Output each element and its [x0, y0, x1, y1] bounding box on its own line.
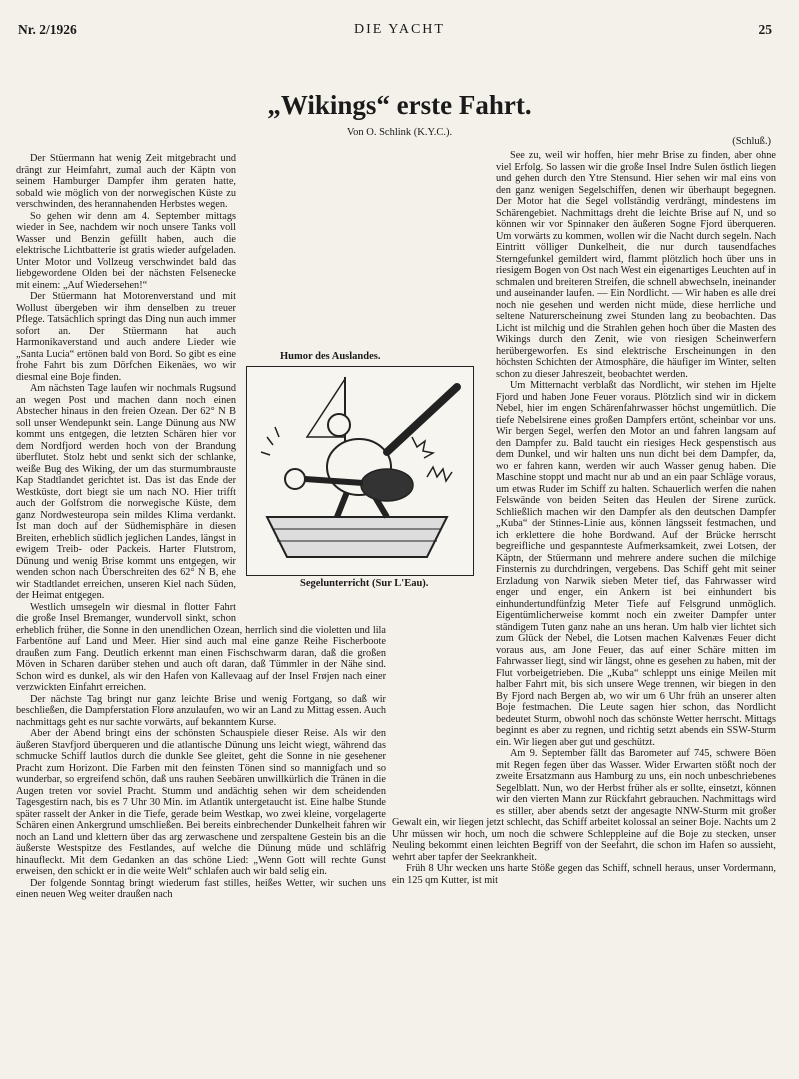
paragraph: Der Stüermann hat Motorenverstand und mit Wollust übergeben wir ihm denselben zu treuer Pflege. Tatsächlich springt das Ding nun auch immer sofort an. Der Stüermann hat auch Harmonikaverstand und auch andere Lieder wie „Santa Lucia“ ertönen bald von Bord. So gibt es eine frohe Fahrt bis zum Dörfchen Eikenäes, wo wir diesmal eine Boje finden.: [16, 291, 236, 383]
cartoon-illustration: [246, 366, 474, 576]
page-number: 25: [758, 22, 772, 37]
figure-caption: Segelunterricht (Sur L'Eau).: [300, 578, 429, 589]
paragraph: Um Mitternacht verblaßt das Nordlicht, wir stehen im Hjelte Fjord und haben Jone Feuer voraus. Plötzlich sind wir in dickem Nebel, hier im engen Schärenfahrwasser höchst ungemütlich. Die tiefe Nebelsirene eines großen Dampfers ertönt, scheinbar vor uns. Wir bergen Segel, werfen den Motor an und fahren langsam auf den Dampfer zu. Bald taucht ein riesiges Heck gespenstisch aus dem Dunkel, und wir halten uns nun dicht bei dem Dampfer, da, wo er fahren kann, werden wir auch Wasser genug haben. Die Maschine stoppt und macht nur ab und an ein paar Schläge voraus, um etwas Ruder im Schiff zu halten. Schauerlich werfen die nahen Felswände von beiden Seiten das Heulen der Sirene zurück. Schließlich machen wir den Dampfer als den deutschen Dampfer „Kuba“ der Stinnes-Linie aus, können längsseit festmachen, und ich erklettere die hohe Bordwand. Auf der Brücke herrscht begreifliche und gespannteste Aufmerksamkeit, zwei Lotsen, der Käptn, der Stüermann und mehrere andere suchen die milchige Finsternis zu durchdringen, vergebens. Das Schiff geht mit seiner Erzladung von Narwik sieben Meter tief, das Fahrwasser wird enger und enger, ein Ankern ist bei einhundert bis einhundertundfünfzig Meter Tiefe auf Felsgrund unmöglich. Eigentümlicherweise kommt noch ein zweiter Dampfer unter ständigem Tuten ganz nahe an uns heran. Um halb vier lichtet sich zum Glück der Nebel, die Lotsen machen Kalvenæs Feuer dicht voraus aus, am Jone Feuer, das auf einer Schäre mitten im Fahrwasser liegt, sind wir längst, ohne es gesehen zu haben, mit der Flut vorbeigetrieben. Die „Kuba“ schleppt uns einige Meilen mit halber Fahrt mit, bis sich unsere Wege trennen, wir biegen in den By Fjord nach Bergen ab, wo wir um 6 Uhr früh an unserer alten Boje festmachen. Die Leute sagen hier schon, das Nordlicht bedeutet Sturm, obwohl noch das schönste Wetter herrscht. Mittags beginnt es aber zu regnen, und richtig setzt abends ein SSW-Sturm ein. Wir liegen aber gut und geschützt.: [496, 380, 776, 748]
figure-heading: Humor des Auslandes.: [280, 351, 381, 362]
paragraph: Der folgende Sonntag bringt wiederum fast stilles, heißes Wetter, wir suchen uns einen neuen Weg weiter draußen nach: [16, 877, 386, 900]
article-title: „Wikings“ erste Fahrt.: [267, 90, 532, 120]
cartoon-drawing: [247, 367, 473, 575]
article-author: Von O. Schlink (K.Y.C.).: [346, 127, 453, 138]
paragraph: See zu, weil wir hoffen, hier mehr Brise zu finden, aber ohne viel Erfolg. So lassen wir die große Insel Indre Sulen östlich liegen und gehen durch den Ytre Stensund. Hier sehen wir mal eins von den ganz wenigen Segelschiffen, denen wir überhaupt begegnen. Der Motor hat die Segel vollständig verdrängt, mindestens im Schärengebiet. Nachmittags dreht die leichte Brise auf N, und so können wir vor Spinnaker den äußeren Sogne Fjord überqueren. Um vorwärts zu kommen, wollen wir die Nacht durch segeln. Nach Eintritt völliger Dunkelheit, die nur durch tausendfaches Sterngefunkel gemildert wird, flammt plötzlich hoch über uns in riesigem Bogen von Ost nach West ein eigenartiges Leuchten auf in schmalen und breiteren Streifen, die schnell abwechseln, ineinander und auseinander laufen. — Ein Nordlicht. — Wir haben es alle drei noch nie gesehen und werden nicht müde, diese herrliche und seltene Naturerscheinung zwei Stunden lang zu beobachten. Das Licht ist milchig und die Strahlen gehen hoch über die Masten des Wikings durch den Zenit, wie von riesigen Scheinwerfern herübergeworfen. Es sind elektrische Erscheinungen in den höchsten Schichten der Atmosphäre, die häufiger im Winter, selten schon zu dieser Jahreszeit, beobachtet werden.: [496, 150, 776, 380]
paragraph: Westlich umsegeln wir diesmal in flotter Fahrt die große Insel Bremanger, wundervoll sinkt, schon erheblich früher, die Sonne in den unendlichen Ozean, herrlich sind die violetten und lila Farbentöne auf Land und Meer. Hier sind auch mal eine ganze Reihe Fischerboote draußen zum Fang. Deutlich erkennt man einen Fischschwarm daran, daß die großen Möven in Scharen darüber stehen und auch oft daran, daß Tümmler in der Nähe sind. Schon wird es dunkel, als wir den Hafen von Kallevaag auf der Insel Frøjen nach einer verzwickten Einfahrt erreichen.: [16, 601, 386, 693]
continuation-note: (Schluß.): [732, 136, 771, 147]
paragraph: Am 9. September fällt das Barometer auf 745, schwere Böen mit Regen fegen über das Wasser. Wider Erwarten stößt noch der zweite Ersatzmann aus Hamburg zu uns, ein noch unbeschriebenes Segelblatt. Nun, wo der Herbst früher als er sollte, einsetzt, können wir den vierten Mann zur Rückfahrt gebrauchen. Nachmittags wird es stiller, aber abends setzt der angesagte NNW-Sturm mit großer Gewalt ein, wir liegen jetzt schlecht, das Schiff arbeitet kolossal an seiner Boje. Nachts um 2 Uhr müssen wir hoch, um noch die schwere Schleppleine auf die Boje zu stecken, unser Neuling bekommt einen leichten Begriff von der Seefahrt, die schon im Hafen so aussieht, wehrt aber tapfer der Seekrankheit.: [392, 748, 776, 863]
magazine-title: DIE YACHT: [354, 22, 445, 37]
paragraph: Früh 8 Uhr wecken uns harte Stöße gegen das Schiff, schnell heraus, unser Vordermann, ein 125 qm Kutter, ist mit: [392, 863, 776, 886]
issue-number: Nr. 2/1926: [18, 22, 77, 37]
paragraph: Der Stüermann hat wenig Zeit mitgebracht und drängt zur Heimfahrt, zumal auch der Käptn von seinem Hamburger Dampfer ihm geraten hatte, sobald wie möglich von der norwegischen Küste zu verschwinden, des herannahenden Herbstes wegen.: [16, 153, 236, 210]
paragraph: Der nächste Tag bringt nur ganz leichte Brise und wenig Fortgang, so daß wir beschließen, die Dampferstation Florø anzulaufen, wo wir an Land zu Mittag essen. Auch nachmittags geht es nur sachte vorwärts, auf bekanntem Kurse.: [16, 693, 386, 728]
paragraph: Am nächsten Tage laufen wir nochmals Rugsund an wegen Post und machen dann noch einen Abstecher hinaus in den freien Ozean. Der 62° N B soll unser Wendepunkt sein. Lange Dünung aus NW kommt uns entgegen, die letzten Schären hier vor dem Nordfjord werden hoch von der Brandung überflutet. Stolz hebt und senkt sich der schlanke, weiße Bug des Wiking, der um das sturmumbrauste Kap Stadtlandet gerichtet ist. Das ist das Ende der Westküste, dort biegt sie um nach NO. Hier trifft auch der Golfstrom die norwegische Küste, dem ganz Nordwesteuropa sein mildes Klima verdankt. Ist man doch auf der Südhemisphäre in diesen Breiten, erheblich südlich jeglichen Landes, längst in ewigem Treib- oder Packeis. Harter Flutstrom, Dünung und wenig Brise kommt uns entgegen, wir wenden schon nach Überschreiten des 62° N B, ehe wir Stadtlandet erreichen, unseren Kiel nach Süden, der Heimat entgegen.: [16, 383, 236, 601]
paragraph: Aber der Abend bringt eins der schönsten Schauspiele dieser Reise. Als wir den äußeren Stavfjord überqueren und die atlantische Dünung uns leicht wiegt, während das schmucke Schiff lautlos durch die dunkle See gleitet, geht die Sonne in nie gesehener Pracht zum Horizont. Die Farben mit den feinsten Tönen sind so mannigfach und so wunderbar, so ergreifend schön, daß uns rauhen Seebären unwillkürlich die Tränen in die Augen treten vor soviel Pracht. Stumm und andächtig sehen wir dem scheidenden Tagesgestirn nach, bis es 7 Uhr 30 Min. im Atlantik untergetaucht ist. Eine halbe Stunde später rasselt der Anker in die Tiefe, gerade beim Westkap, wo zwei kleine, vorgelagerte Schären einen Ankergrund umschließen. Bei bereits einbrechender Dunkelheit fahren wir noch an Land und klettern über das arg zerwaschene und zerspaltene Gestein bis an die äußerste Westspitze des Festlandes, auf welche die Dünung müde und schläfrig hinaufleckt. Mit dem Gedanken an das schöne Lied: „Wenn Gott will rechte Gunst erweisen, den schickt er in die weite Welt“ schlafen auch wir bald selig ein.: [16, 728, 386, 877]
paragraph: So gehen wir denn am 4. September mittags wieder in See, nachdem wir noch unsere Tanks voll Wasser und Benzin gefüllt haben, auch die elektrische Lichtbatterie ist gratis wieder aufgeladen. Unter Motor und Vollzeug verschwindet bald das liebgewordene Olden bei der nächsten Felsenecke mit einem: „Auf Wiedersehen!“: [16, 210, 236, 291]
